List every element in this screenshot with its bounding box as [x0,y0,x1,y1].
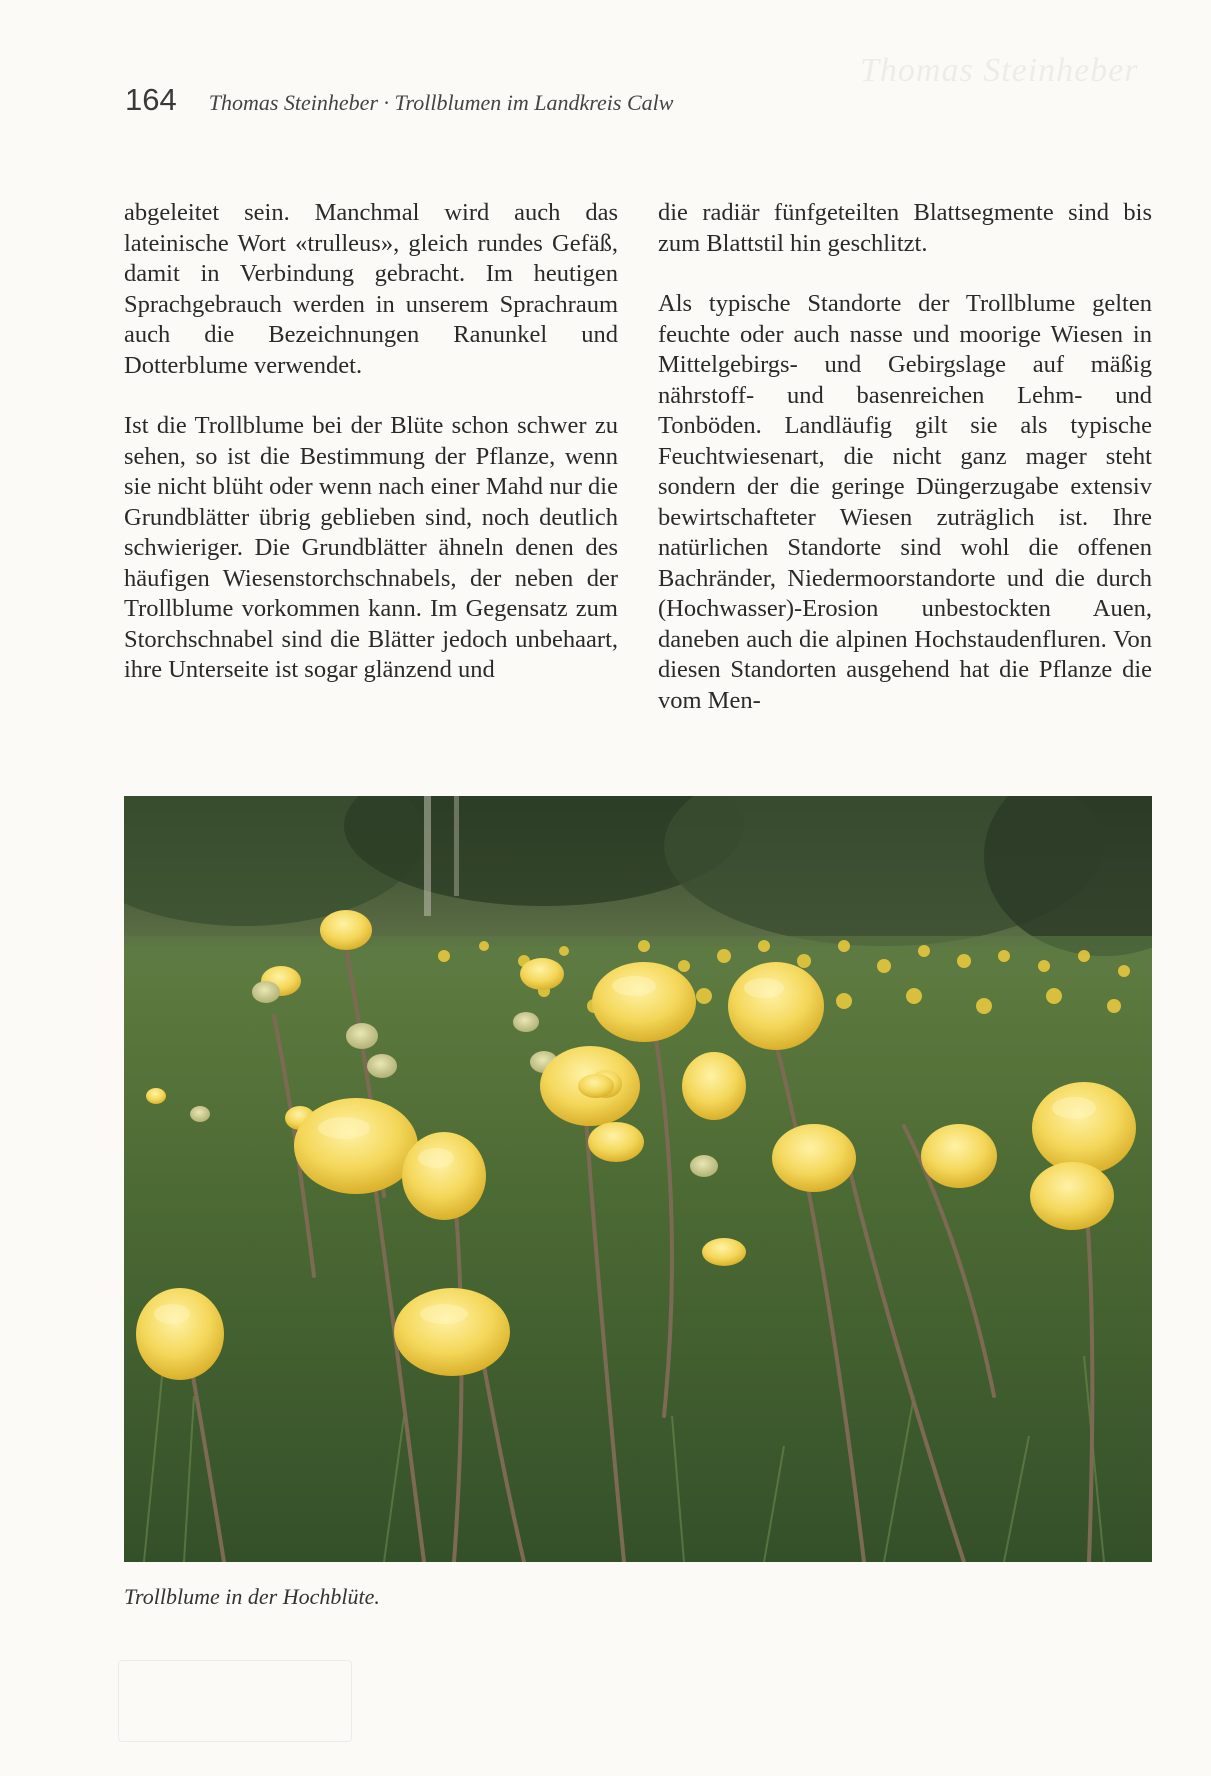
figure-photo [124,796,1152,1562]
paragraph: die radiär fünfgeteilten Blattsegmente sind bis zum Blattstil hin geschlitzt. [658,199,1152,257]
running-head [125,82,673,132]
globeflower-photo [124,796,1152,1562]
bleed-through-text: Thomas Steinheber [860,52,1139,89]
page-number: 164 [125,82,177,117]
text-column-right [658,198,1152,716]
figure-caption: Trollblume in der Hochblüte. [124,1584,380,1609]
paragraph: Ist die Trollblume bei der Blüte schon schwer zu sehen, so ist die Bestimmung der Pflanze, wenn sie nicht blüht oder wenn nach einer Mahd nur die Grundblätter übrig geblieben sind, noch deutlich schwieriger. Die Grundblätter ähneln denen des häufigen Wiesenstorchschnabels, der neben der Trollblume vorkommen kann. Im Gegensatz zum Storchschnabel sind die Blätter jedoch unbehaart, ihre Unterseite ist sogar glänzend und [124,412,618,683]
text-column-left [124,198,618,686]
running-title: Thomas Steinheber · Trollblumen im Landkreis Calw [208,90,674,115]
paragraph: Als typische Standorte der Trollblume gelten feuchte oder auch nasse und moorige Wiesen in Mittelgebirgs- und Gebirgslage auf mäßig nährstoff- und basenreichen Lehm- und Tonböden. Landläufig gilt sie als typische Feuchtwiesenart, die nicht ganz mager steht sondern der die geringe Düngerzugabe extensiv bewirtschafteter Wiesen zuträglich ist. Ihre natürlichen Standorte sind wohl die offenen Bachränder, Niedermoorstandorte und die durch (Hochwasser)-Erosion unbestockten Auen, daneben auch die alpinen Hochstaudenfluren. Von diesen Standorten ausgehend hat die Pflanze die vom Men- [658,290,1152,714]
bleed-through-box [118,1660,352,1742]
paragraph: abgeleitet sein. Manchmal wird auch das lateinische Wort «trulleus», gleich rundes Gefäß, damit in Verbindung gebracht. Im heutigen Sprachgebrauch werden in unserem Sprachraum auch die Bezeichnungen Ranunkel und Dotterblume verwendet. [124,199,618,379]
